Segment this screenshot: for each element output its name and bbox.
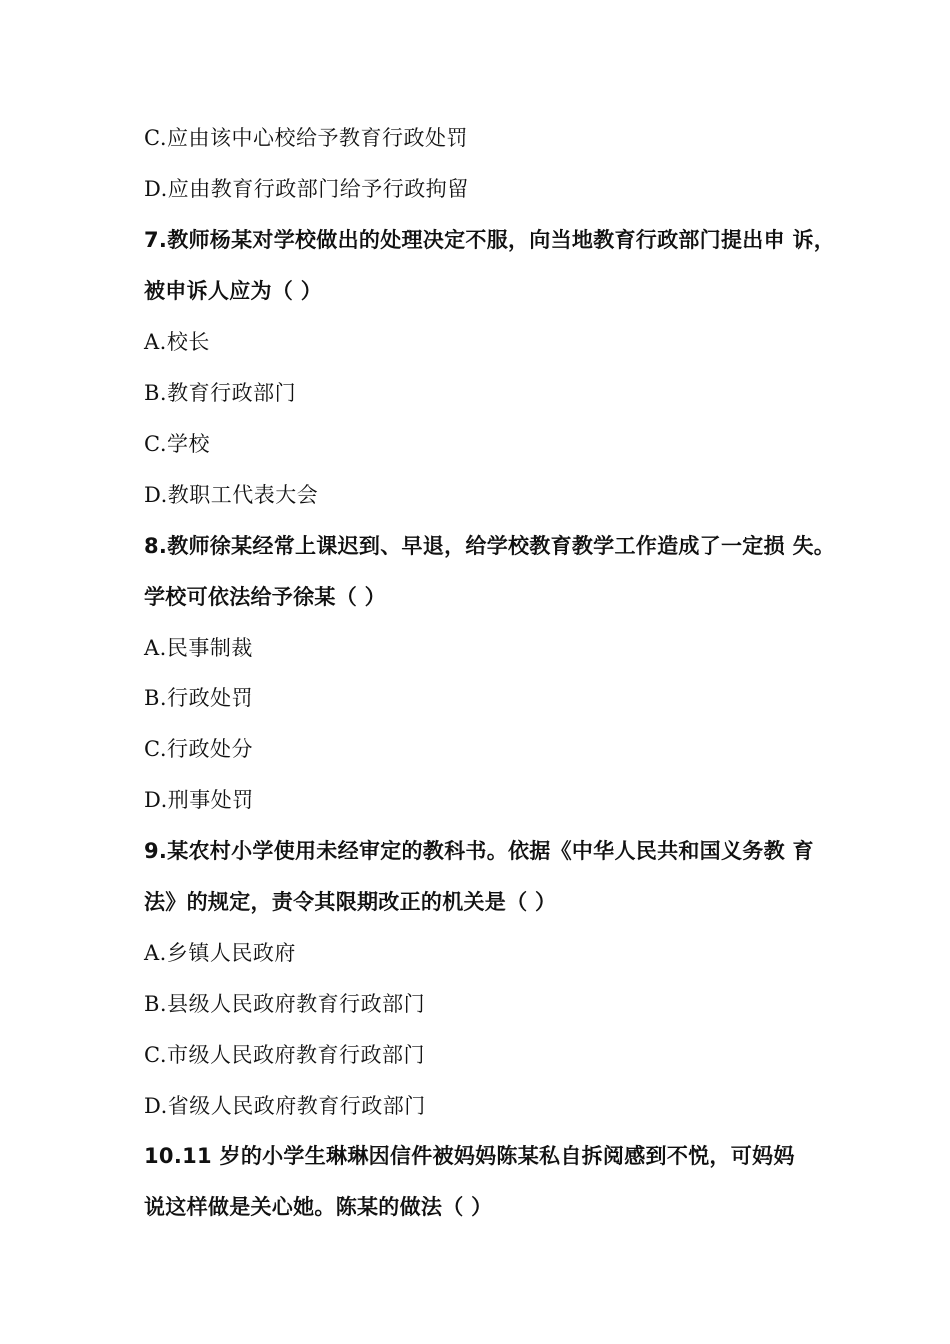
question-7-line-2: 被申诉人应为（ ） [144, 279, 323, 303]
option-8c: C.行政处分 [144, 737, 253, 761]
option-6d: D.应由教育行政部门给予行政拘留 [144, 177, 469, 201]
option-9a: A.乡镇人民政府 [144, 941, 296, 965]
option-7a: A.校长 [144, 330, 210, 354]
question-10-line-1: 10.11 岁的小学生琳琳因信件被妈妈陈某私自拆阅感到不悦，可妈妈 [144, 1144, 795, 1168]
option-9d: D.省级人民政府教育行政部门 [144, 1094, 426, 1118]
option-7d: D.教职工代表大会 [144, 483, 319, 507]
question-9-line-1: 9.某农村小学使用未经审定的教科书。依据《中华人民共和国义务教 育 [144, 839, 814, 863]
option-7b: B.教育行政部门 [144, 381, 297, 405]
option-8b: B.行政处罚 [144, 686, 254, 710]
option-8d: D.刑事处罚 [144, 788, 254, 812]
option-6c: C.应由该中心校给予教育行政处罚 [144, 126, 468, 150]
question-8-line-1: 8.教师徐某经常上课迟到、早退，给学校教育教学工作造成了一定损 失。 [144, 534, 836, 558]
question-10-line-2: 说这样做是关心她。陈某的做法（ ） [144, 1195, 493, 1219]
question-7-line-1: 7.教师杨某对学校做出的处理决定不服，向当地教育行政部门提出申 诉， [144, 228, 836, 252]
option-9b: B.县级人民政府教育行政部门 [144, 992, 426, 1016]
option-9c: C.市级人民政府教育行政部门 [144, 1043, 425, 1067]
question-9-line-2: 法》的规定，责令其限期改正的机关是（ ） [144, 890, 557, 914]
question-8-line-2: 学校可依法给予徐某（ ） [144, 585, 386, 609]
option-8a: A.民事制裁 [144, 636, 253, 660]
option-7c: C.学校 [144, 432, 210, 456]
